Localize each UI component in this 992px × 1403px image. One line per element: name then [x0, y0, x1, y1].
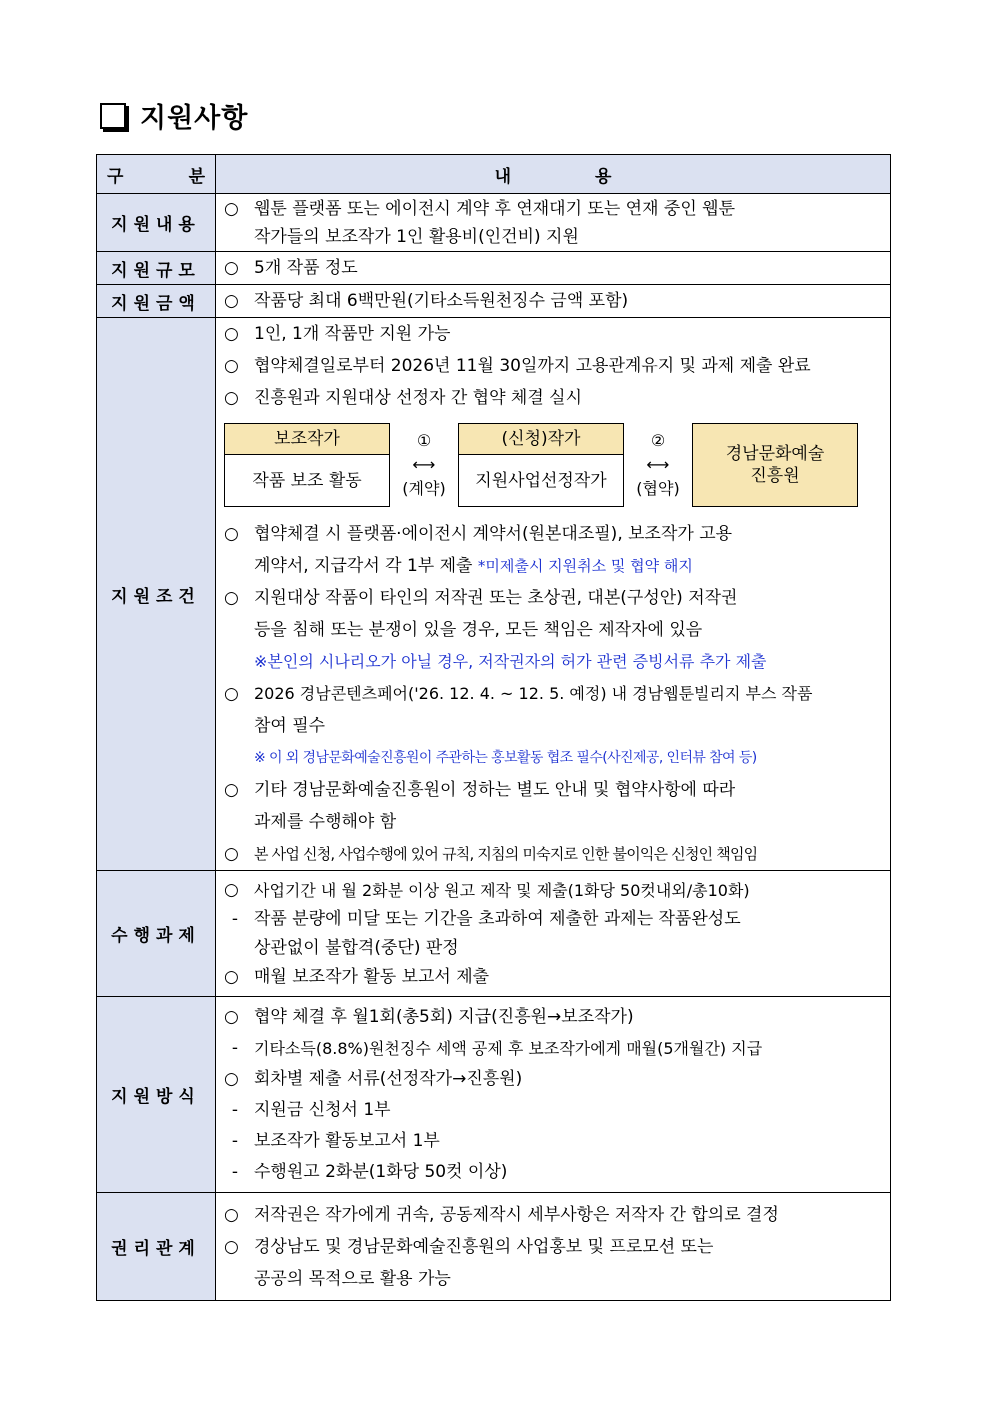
- row-label: 지원내용: [97, 194, 216, 252]
- checkbox-square-icon: [100, 103, 126, 129]
- double-arrow-icon: ⟷: [412, 455, 436, 474]
- double-arrow-icon: ⟷: [646, 455, 670, 474]
- row-content: ○ 웹툰 플랫폼 또는 에이전시 계약 후 연재대기 또는 연재 중인 웹툰 작가들의 보조작가 1인 활용비(인건비) 지원: [216, 194, 891, 252]
- row-label: 지원조건: [97, 318, 216, 871]
- row-content: ○ 협약 체결 후 월1회(총5회) 지급(진흥원→보조작가) - 기타소득(8.8%)원천징수 세액 공제 후 보조작가에게 매월(5개월간) 지급 ○ 회차별 제출 서류(선정작가→진흥원) - 지원금 신청서 1부 - 보조작가 활동보고서 1부 - 수행원고 2화분(1화당 50컷 이상): [216, 997, 891, 1193]
- row-content: ○ 1인, 1개 작품만 지원 가능 ○ 협약체결일로부터 2026년 11월 30일까지 고용관계유지 및 과제 제출 완료 ○ 진흥원과 지원대상 선정자 간 협약 체결 실시 보조작가 작품 보조 활동 ① ⟷ (계약) (신청)작가 지원사업선정작가 ② ⟷ (협약) 경남문화예술 진흥원 ○ 협약체결 시 플랫폼·에이전시 계약서(원본대조필), 보조작가 고용 계약서, 지급각서 각 1부 제출 *미제출시 지원취소 및 협약 해지 ○ 지원대상 작품이 타인의 저작권 또는 초상권, 대본(구성안) 저작권 등을 침해 또는 분쟁이 있을 경우, 모든 책임은 제작자에 있음 ※본인의 시나리오가 아닐 경우, 저작권자의 허가 관련 증빙서류 추가 제출 ○ 2026 경남콘텐츠페어('26. 12. 4. ~ 12. 5. 예정) 내 경남웹툰빌리지 부스 작품 참여 필수 ※ 이 외 경남문화예술진흥원이 주관하는 홍보활동 협조 필수(사진제공, 인터뷰 참여 등) ○ 기타 경남문화예술진흥원이 정하는 별도 안내 및 협약사항에 따라 과제를 수행해야 함 ○ 본 사업 신청, 사업수행에 있어 규칙, 지침의 미숙지로 인한 불이익은 신청인 책임임: [216, 318, 891, 871]
- contract-arrow: ① ⟷ (계약): [390, 429, 458, 501]
- box-assistant-artist: 보조작가 작품 보조 활동: [224, 423, 390, 507]
- row-label: 권리관계: [97, 1193, 216, 1301]
- row-content: ○ 5개 작품 정도: [216, 252, 891, 285]
- contract-diagram: [224, 418, 882, 512]
- warning-note: *미제출시 지원취소 및 협약 해지: [477, 557, 693, 575]
- row-content: ○ 작품당 최대 6백만원(기타소득원천징수 금액 포함): [216, 285, 891, 318]
- row-label: 지원방식: [97, 997, 216, 1193]
- support-table: [96, 154, 891, 1301]
- row-label: 지원금액: [97, 285, 216, 318]
- row-label: 수행과제: [97, 871, 216, 997]
- row-content: ○ 사업기간 내 월 2화분 이상 원고 제작 및 제출(1화당 50컷내외/총10화) - 작품 분량에 미달 또는 기간을 초과하여 제출한 과제는 작품완성도 상관없이 불합격(중단) 판정 ○ 매월 보조작가 활동 보고서 제출: [216, 871, 891, 997]
- agreement-arrow: ② ⟷ (협약): [624, 429, 692, 501]
- table-header-row: [97, 155, 891, 194]
- table-row: [97, 194, 891, 252]
- table-row: [97, 871, 891, 997]
- header-category: 구 분: [97, 155, 216, 194]
- table-row: [97, 1193, 891, 1301]
- table-row: [97, 318, 891, 871]
- notice-line: ※본인의 시나리오가 아닐 경우, 저작권자의 허가 관련 증빙서류 추가 제출: [254, 652, 767, 671]
- table-row: [97, 997, 891, 1193]
- table-row: [97, 252, 891, 285]
- section-heading: [100, 96, 248, 135]
- table-row: [97, 285, 891, 318]
- box-foundation: 경남문화예술 진흥원: [692, 423, 858, 507]
- header-content: 내 용: [216, 155, 891, 194]
- section-title: 지원사항: [140, 103, 249, 134]
- row-label: 지원규모: [97, 252, 216, 285]
- box-applicant-artist: (신청)작가 지원사업선정작가: [458, 423, 624, 507]
- row-content: ○ 저작권은 작가에게 귀속, 공동제작시 세부사항은 저작자 간 합의로 결정 ○ 경상남도 및 경남문화예술진흥원의 사업홍보 및 프로모션 또는 공공의 목적으로 활용 가능: [216, 1193, 891, 1301]
- notice-line: ※ 이 외 경남문화예술진흥원이 주관하는 홍보활동 협조 필수(사진제공, 인터뷰 참여 등): [254, 750, 757, 766]
